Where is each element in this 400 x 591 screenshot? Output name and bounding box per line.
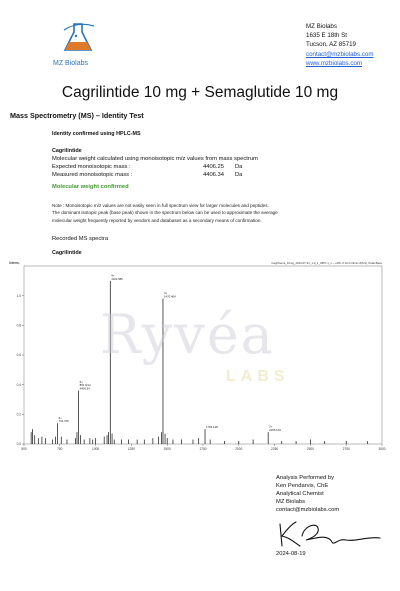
analyst-lab: MZ Biolabs: [276, 499, 305, 505]
peak-label: 5+ 881.6/14 4406.34: [79, 379, 91, 391]
x-tick-label: 750: [57, 447, 63, 451]
measured-mass-value: 4406.34: [203, 172, 224, 178]
document-title: Cagrilintide 10 mg + Semaglutide 10 mg: [61, 84, 339, 101]
address-street: 1635 E 18th St: [306, 32, 347, 40]
lab-logo-text: MZ Biolabs: [53, 60, 89, 67]
y-tick-label: 0.8: [16, 323, 21, 328]
peak-label: 6+ 734.706: [58, 415, 69, 424]
identity-subtitle: Identity confirmed using HPLC-MS: [52, 131, 141, 137]
compound-name: Cagrilintide: [52, 148, 82, 154]
address-name: MZ Biolabs: [306, 23, 337, 30]
peak-label: 4+ 1102.586: [111, 273, 123, 281]
measured-mass-label: Measured monoisotopic mass :: [52, 172, 133, 178]
x-tick-label: 1000: [92, 447, 100, 451]
y-tick-label: 0.6: [16, 353, 21, 358]
confirmation-status: Molecular weight confirmed: [52, 184, 129, 190]
spectrum-header: CagriSema_10mg_2024-07-31_1-0_1_3857-1_1 – +MS, 0.10-0.19min #(6-9), Peak Base: [271, 261, 382, 265]
note-line: molecular weight frequently reported by vendors and databases as a secondary means of confirmation.: [52, 217, 262, 223]
note-line: The dominant isotopic peak (base peak) shown in the spectrum below can be used to approximate the average: [52, 210, 278, 216]
analyst-email: contact@mzbiolabs.com: [276, 507, 340, 513]
flask-logo-icon: [60, 20, 96, 54]
recorded-spectra-label: Recorded MS spectra: [52, 236, 109, 242]
peak-label: 3+ 1470.464: [163, 291, 176, 299]
y-tick-label: 1.0: [16, 293, 21, 298]
peak-label: 2+ 2205.103: [269, 424, 281, 433]
x-tick-label: 500: [21, 447, 27, 451]
chart-compound-label: Cagrilintide: [52, 250, 82, 256]
analyst-name: Ken Pendarvis, ChE: [276, 483, 329, 489]
x-tick-label: 1250: [127, 447, 135, 451]
expected-mass-label: Expected monoisotopic mass :: [52, 164, 131, 170]
x-tick-label: 2000: [235, 447, 243, 451]
watermark-logo: Ryvéa: [100, 303, 275, 366]
measured-mass-unit: Da: [235, 172, 243, 178]
note-text: [52, 202, 352, 224]
y-tick-label: 0.4: [16, 382, 21, 387]
analyst-title: Analytical Chemist: [276, 491, 324, 497]
x-tick-label: 2250: [271, 447, 279, 451]
signature-date: 2024-08-19: [276, 551, 306, 557]
y-tick-label: 0.2: [16, 412, 21, 417]
address-city: Tucson, AZ 85719: [306, 41, 356, 49]
x-tick-label: 1750: [199, 447, 207, 451]
email-link[interactable]: contact@mzbiolabs.com: [306, 50, 374, 58]
expected-mass-value: 4406.25: [203, 164, 224, 170]
y-axis-label: Intens.: [9, 261, 20, 265]
x-tick-label: 2500: [306, 447, 314, 451]
method-description: Molecular weight calculated using monoisotopic m/z values from mass spectrum: [52, 156, 258, 162]
watermark-sub: LABS: [226, 368, 290, 385]
website-link[interactable]: www.mzbiolabs.com: [306, 59, 363, 67]
peak-label: 1764.128: [206, 425, 218, 430]
handwritten-signature: [276, 518, 386, 550]
x-tick-label: 1500: [163, 447, 171, 451]
section-title: Mass Spectrometry (MS) – Identity Test: [10, 111, 144, 120]
x-tick-label: 2750: [342, 447, 350, 451]
y-tick-label: 0.0: [16, 442, 21, 447]
analyst-line: Analysis Performed by: [276, 475, 334, 481]
x-tick-label: 3000: [378, 447, 386, 451]
note-line: Note : Monoisotopic m/z values are not easily seen in full spectrum view for larger molecules and peptides.: [52, 203, 269, 208]
expected-mass-unit: Da: [235, 164, 243, 170]
lab-address: [306, 22, 374, 68]
analyst-block: [276, 474, 339, 514]
